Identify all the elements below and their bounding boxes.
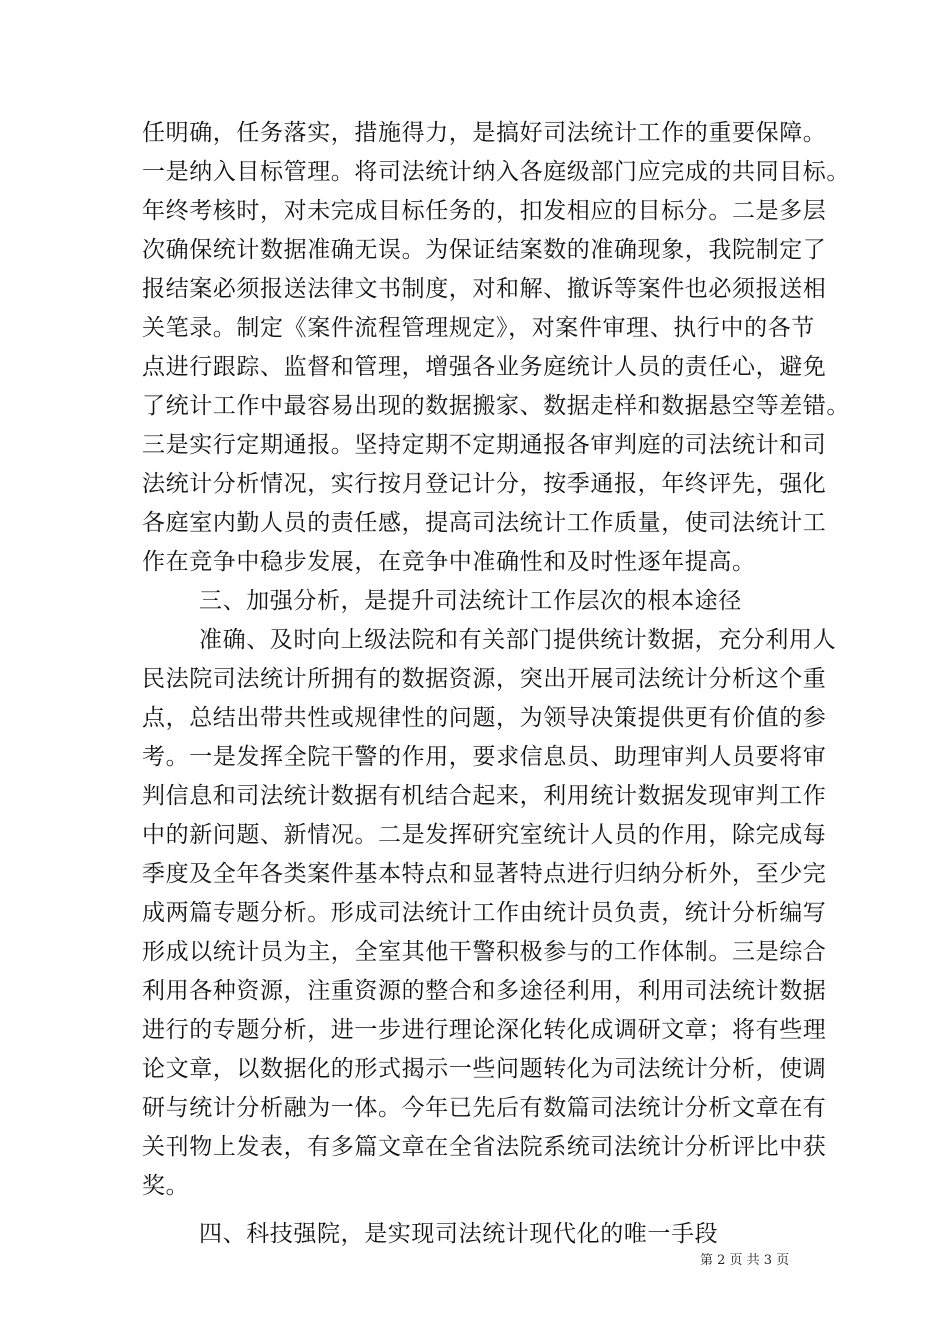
text-line: 论文章，以数据化的形式揭示一些问题转化为司法统计分析，使调 [142,1056,827,1082]
text-line: 奖。 [142,1173,190,1199]
text-line: 报结案必须报送法律文书制度，对和解、撤诉等案件也必须报送相 [142,276,827,302]
section-heading: 四、科技强院，是实现司法统计现代化的唯一手段 [199,1221,719,1247]
text-line: 点，总结出带共性或规律性的问题，为领导决策提供更有价值的参 [142,705,827,731]
text-line: 利用各种资源，注重资源的整合和多途径利用，利用司法统计数据 [142,978,827,1004]
text-line: 了统计工作中最容易出现的数据搬家、数据走样和数据悬空等差错。 [142,393,850,419]
text-line: 点进行跟踪、监督和管理，增强各业务庭统计人员的责任心，避免 [142,354,827,380]
text-line: 成两篇专题分析。形成司法统计工作由统计员负责，统计分析编写 [142,900,827,926]
page-number: 第 2 页 共 3 页 [700,1253,790,1268]
text-line: 关刊物上发表，有多篇文章在全省法院系统司法统计分析评比中获 [142,1134,827,1160]
text-line: 考。一是发挥全院干警的作用，要求信息员、助理审判人员要将审 [142,744,827,770]
text-line: 中的新问题、新情况。二是发挥研究室统计人员的作用，除完成每 [142,822,827,848]
text-line: 研与统计分析融为一体。今年已先后有数篇司法统计分析文章在有 [142,1095,827,1121]
section-heading: 三、加强分析，是提升司法统计工作层次的根本途径 [199,588,742,614]
text-line: 关笔录。制定《案件流程管理规定》，对案件审理、执行中的各节 [142,315,815,341]
text-line: 法统计分析情况，实行按月登记计分，按季通报，年终评先，强化 [142,471,827,497]
text-line: 季度及全年各类案件基本特点和显著特点进行归纳分析外，至少完 [142,861,827,887]
text-line: 任明确，任务落实，措施得力，是搞好司法统计工作的重要保障。 [142,120,827,146]
text-line: 形成以统计员为主，全室其他干警积极参与的工作体制。三是综合 [142,939,827,965]
text-line: 次确保统计数据准确无误。为保证结案数的准确现象，我院制定了 [142,237,827,263]
text-line: 作在竞争中稳步发展，在竞争中准确性和及时性逐年提高。 [142,549,756,575]
text-line: 一是纳入目标管理。将司法统计纳入各庭级部门应完成的共同目标。 [142,159,850,185]
text-line: 民法院司法统计所拥有的数据资源，突出开展司法统计分析这个重 [142,666,827,692]
text-line: 进行的专题分析，进一步进行理论深化转化成调研文章；将有些理 [142,1017,827,1043]
text-line: 三是实行定期通报。坚持定期不定期通报各审判庭的司法统计和司 [142,432,827,458]
text-line: 年终考核时，对未完成目标任务的，扣发相应的目标分。二是多层 [142,198,827,224]
text-line: 各庭室内勤人员的责任感，提高司法统计工作质量，使司法统计工 [142,510,827,536]
text-line: 判信息和司法统计数据有机结合起来，利用统计数据发现审判工作 [142,783,827,809]
text-line: 准确、及时向上级法院和有关部门提供统计数据，充分利用人 [199,627,837,653]
